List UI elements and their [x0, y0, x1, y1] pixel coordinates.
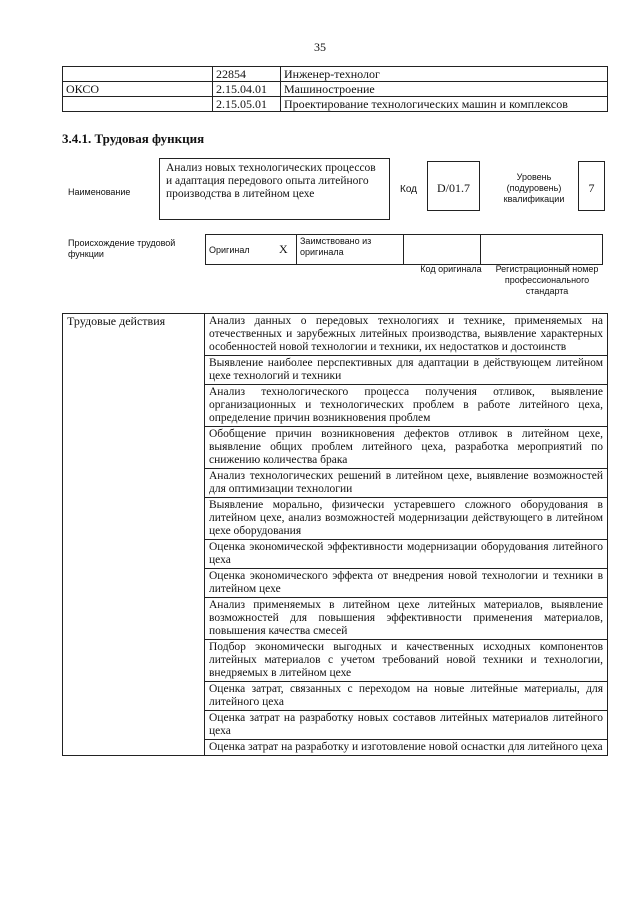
original-label: Оригинал: [206, 235, 277, 265]
code-value: D/01.7: [427, 161, 480, 211]
code-original-label: Код оригинала: [420, 264, 482, 274]
origin-label: Происхождение трудовой функции: [68, 238, 176, 259]
labor-action-item: Оценка экономического эффекта от внедрения новой технологии и техники в литейном цехе: [205, 569, 608, 598]
labor-action-item: Подбор экономически выгодных и качественных исходных компонентов литейных материалов с учетом требований новой техники и технологии, внедряемых в литейном цехе: [205, 640, 608, 682]
labor-action-item: Анализ применяемых в литейном цехе литейных материалов, выявление возможностей для повышения эффективности применения материалов, повышения качества смесей: [205, 598, 608, 640]
okso-cell: ОКСО: [63, 82, 213, 97]
labor-action-item: Выявление морально, физически устаревшего сложного оборудования в литейном цехе, анализ возможностей модернизации действующего в литейном цехе оборудования: [205, 498, 608, 540]
okso-cell: [63, 67, 213, 82]
labor-action-item: Обобщение причин возникновения дефектов отливок в литейном цехе, выявление общих проблем литейного цеха, разработка мероприятий по снижению количества брака: [205, 427, 608, 469]
labor-action-item: Анализ данных о передовых технологиях и технике, применяемых на отечественных и зарубежных литейных производства, выявление характерных особенностей новой технологии и техники, их недостатков и достоинств: [205, 314, 608, 356]
labor-action-item: Оценка затрат на разработку новых составов литейных материалов литейного цеха: [205, 711, 608, 740]
page-number: 35: [314, 40, 326, 54]
labor-action-item: Анализ технологических решений в литейном цехе, выявление возможностей для оптимизации технологии: [205, 469, 608, 498]
code-original-cell: [404, 235, 481, 265]
okso-cell: 2.15.05.01: [213, 97, 281, 112]
table-row: [63, 67, 608, 82]
okso-cell: Проектирование технологических машин и комплексов: [281, 97, 608, 112]
labor-action-item: Выявление наиболее перспективных для адаптации в действующем литейном цехе технологий и техники: [205, 356, 608, 385]
table-row: [63, 97, 608, 112]
labor-actions-table: [62, 313, 608, 756]
okso-cell: [63, 97, 213, 112]
name-label: Наименование: [68, 187, 131, 197]
labor-action-item: Оценка затрат на разработку и изготовление новой оснастки для литейного цеха: [205, 740, 608, 756]
level-label: Уровень (подуровень) квалификации: [503, 172, 565, 204]
labor-action-item: Оценка экономической эффективности модернизации оборудования литейного цеха: [205, 540, 608, 569]
level-value: 7: [578, 161, 605, 211]
labor-action-item: Анализ технологического процесса получения отливок, выявление организационных и технологических проблем в работе литейного цеха, определение причин возникновения проблем: [205, 385, 608, 427]
table-row: [63, 82, 608, 97]
okso-cell: Инженер-технолог: [281, 67, 608, 82]
reg-number-label: Регистрационный номер профессионального стандарта: [495, 264, 599, 296]
okso-cell: 22854: [213, 67, 281, 82]
section-heading: 3.4.1. Трудовая функция: [62, 131, 205, 146]
original-mark: X: [276, 235, 297, 265]
borrowed-label: Заимствовано из оригинала: [297, 235, 404, 265]
table-row: [206, 235, 603, 265]
labor-action-item: Оценка затрат, связанных с переходом на новые литейные материалы, для литейного цеха: [205, 682, 608, 711]
table-row: [63, 314, 608, 356]
labor-actions-header: Трудовые действия: [63, 314, 205, 756]
okso-cell: 2.15.04.01: [213, 82, 281, 97]
okso-table: [62, 66, 608, 112]
okso-cell: Машиностроение: [281, 82, 608, 97]
reg-number-cell: [481, 235, 603, 265]
code-label: Код: [400, 184, 418, 195]
origin-table: [205, 234, 603, 265]
function-name-value: Анализ новых технологических процессов и адаптация передового опыта литейного производства в литейном цехе: [159, 158, 390, 220]
